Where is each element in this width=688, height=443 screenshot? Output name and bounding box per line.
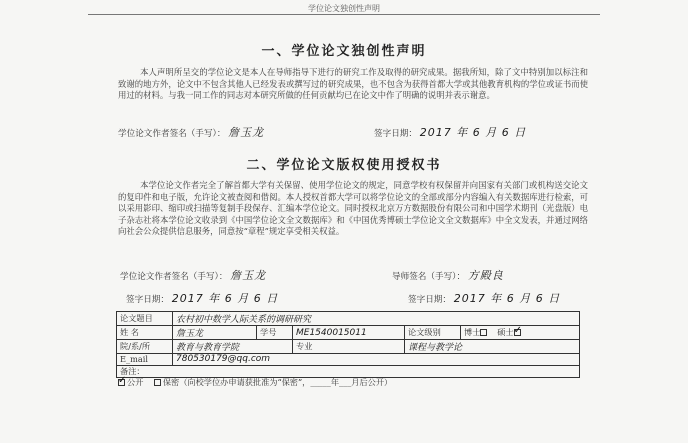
remarks-cell (117, 365, 580, 377)
degree-option-master-label: 硕士 (497, 327, 514, 337)
degree-option-master[interactable] (497, 327, 522, 337)
degree-option-doctor[interactable] (464, 327, 489, 337)
degree-option-doctor-label: 博士 (464, 327, 481, 337)
section1-author-label: 学位论文作者签名（手写）： (118, 129, 226, 139)
confidential-checkbox[interactable] (154, 379, 161, 386)
section2-date2-label: 签字日期： (408, 295, 451, 305)
public-label: 公开 (127, 377, 144, 387)
remarks-label: 备注： (120, 365, 145, 376)
section1-paragraph (118, 67, 588, 102)
section2-advisor-signature: 方殿良 (467, 269, 504, 282)
section2-paragraph-text: 本学位论文作者完全了解首都大学有关保留、使用学位论文的规定，同意学校有权保留并向国家有关部门或机构送交论文的复印件和电子版，允许论文被查阅和借阅。本人授权首都大学可以将学位论文的全部或部分内容编入有关数据库进行检索，可以采用影印、缩印或扫描等复制手段保存、汇编本学位论文。同时授权北京万方数据股份有限公司和中国学术期刊（光盘版）电子杂志社将本学位论文收录到《中国学位论文全文数据库》和《中国优秀博硕士学位论文全文数据库》中全文发表，并通过网络向社会公众提供信息服务，同意按“章程”规定享受相关权益。 (118, 180, 588, 237)
section2-title: 二、学位论文版权使用授权书 (246, 158, 442, 173)
name-label: 姓 名 (117, 326, 173, 340)
email-label: E_mail (117, 354, 173, 366)
table-row (117, 340, 580, 354)
title-label: 论文题目 (117, 312, 173, 326)
section2-date2-row (408, 290, 560, 306)
section1-date-row (374, 124, 526, 140)
department-label: 院/系/所 (117, 340, 173, 354)
table-row (117, 312, 580, 326)
thesis-info-table (116, 311, 580, 378)
master-checkbox[interactable] (514, 329, 521, 336)
student-id-label: 学号 (257, 326, 293, 340)
section2-paragraph (118, 180, 588, 238)
section2-author-label: 学位论文作者签名（手写）： (120, 272, 228, 282)
section2-author-signature: 詹玉龙 (230, 269, 267, 282)
section2-advisor-signature-row (392, 267, 504, 283)
section2-date1-row (126, 290, 278, 306)
major-label: 专业 (293, 340, 405, 354)
page-header: 学位论文独创性声明 (308, 4, 380, 13)
table-row (117, 365, 580, 377)
section2-author-signature-row (120, 267, 266, 283)
section1-date-label: 签字日期： (374, 129, 417, 139)
degree-label: 论文级别 (405, 326, 461, 340)
section1-author-signature-row (118, 124, 264, 140)
publication-status-row (118, 377, 392, 388)
doctor-checkbox[interactable] (480, 329, 487, 336)
public-checkbox[interactable] (118, 379, 125, 386)
section2-date1-label: 签字日期： (126, 295, 169, 305)
section1-date-value: 2017 年 6 月 6 日 (419, 126, 527, 139)
table-row (117, 354, 580, 366)
section1-author-signature: 詹玉龙 (228, 126, 265, 139)
section2-date2-value: 2017 年 6 月 6 日 (453, 292, 561, 305)
title-value: 农村初中数学人际关系的调研研究 (173, 312, 580, 326)
degree-options (461, 326, 580, 340)
section1-title: 一、学位论文独创性声明 (261, 44, 427, 59)
header-divider (88, 14, 600, 15)
major-value: 课程与教学论 (405, 340, 580, 354)
department-value: 教育与教育学院 (173, 340, 293, 354)
table-row (117, 326, 580, 340)
name-value: 詹玉龙 (173, 326, 257, 340)
section1-paragraph-text: 本人声明所呈交的学位论文是本人在导师指导下进行的研究工作及取得的研究成果。据我所知，除了文中特别加以标注和致谢的地方外，论文中不包含其他人已经发表或撰写过的研究成果，也不包含为获得首都大学或其他教育机构的学位或证书而使用过的材料。与我一同工作的同志对本研究所做的任何贡献均已在论文中作了明确的说明并表示谢意。 (118, 67, 588, 101)
section2-advisor-label: 导师签名（手写）： (392, 272, 466, 282)
confidential-label: 保密（向校学位办申请获批准为“保密”，_____年___月后公开） (162, 377, 393, 387)
email-value: 780530179@qq.com (173, 354, 580, 366)
student-id-value: ME1540015011 (293, 326, 405, 340)
section2-date1-value: 2017 年 6 月 6 日 (171, 292, 279, 305)
